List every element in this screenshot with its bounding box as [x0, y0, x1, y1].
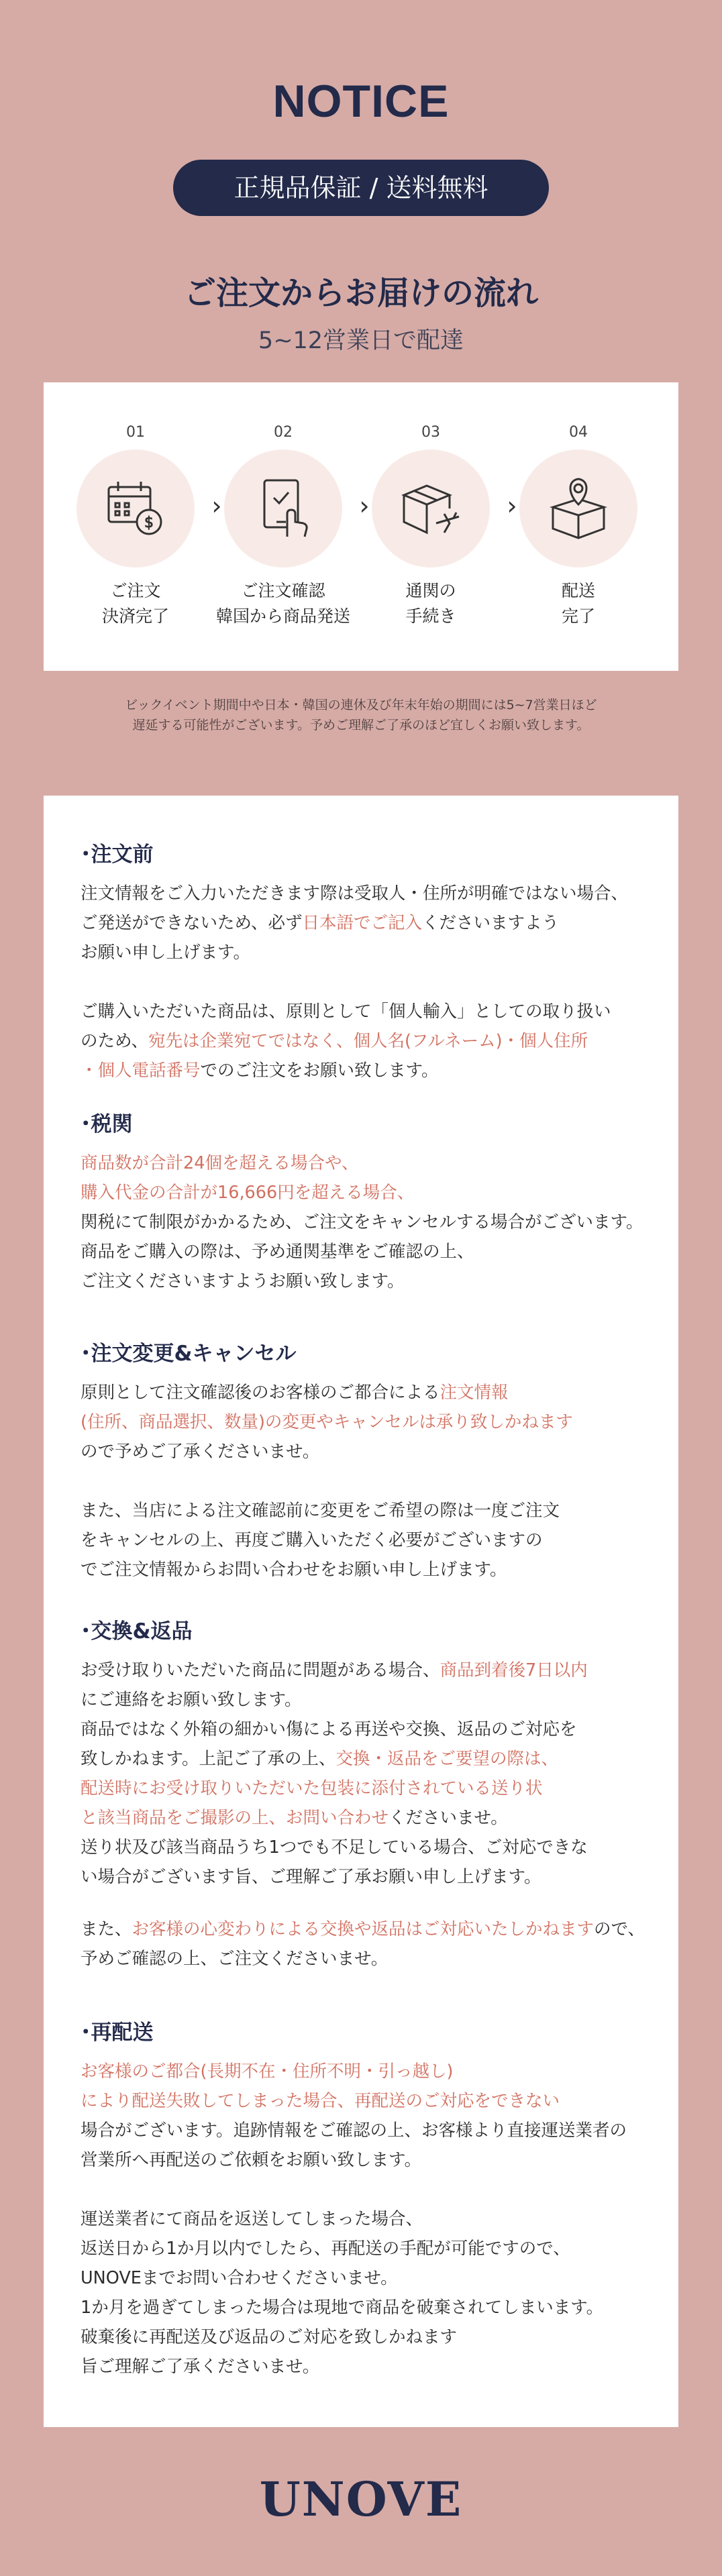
- step-number: 04: [569, 424, 588, 441]
- step-label-line2: 決済完了: [101, 606, 169, 626]
- section-heading: ･税関: [81, 1112, 133, 1136]
- calendar-payment-icon: [76, 449, 195, 568]
- section-before-order: ･注文前 注文情報をご入力いただきます際は受取人・住所が明確ではない場合、 ご発送ができないため、必ず日本語でご記入くださいますよう お願い申し上げます。 ご購入いただいた商品は、原則として「個人輸入」としての取り扱い のため、宛先は企業宛てではなく、個人名(フルネーム)・個人住所 ・個人電話番号でのご注文をお願い致します。: [81, 841, 658, 1085]
- step-label-line2: 完了: [561, 606, 595, 626]
- guarantee-badge: 正規品保証 / 送料無料: [173, 160, 549, 216]
- section-customs: ･税関 商品数が合計24個を超える場合や、 購入代金の合計が16,666円を超える場合、 関税にて制限がかかるため、ご注文をキャンセルする場合がございます。 商品をご購入の際は、予め通関基準をご確認の上、 ご注文くださいますようお願い致します。: [81, 1111, 658, 1296]
- step-customs: [357, 382, 505, 671]
- section-redelivery: ･再配送 お客様のご都合(長期不在・住所不明・引っ越し) により配送失敗してしまった場合、再配送のご対応をできない 場合がございます。追跡情報をご確認の上、お客様より直接運送業者の 営業所へ再配送のご依頼をお願い致します。 運送業者にて商品を返送してしまった場合、 返送日から1か月以内でしたら、再配送の手配が可能ですので、 UNOVEまでお問い合わせくださいませ。 1か月を過ぎてしまった場合は現地で商品を破棄されてしまいます。 破棄後に再配送及び返品のご対応を致しかねます 旨ご理解ご了承くださいませ。: [81, 2019, 658, 2381]
- step-order-confirm: [209, 382, 357, 671]
- step-order-payment: [62, 382, 209, 671]
- step-label-line2: 韓国から商品発送: [215, 606, 350, 626]
- box-location-icon: [519, 449, 637, 568]
- chevron-right-icon: ›: [359, 491, 370, 521]
- step-label-line1: ご注文確認: [241, 581, 325, 600]
- section-exchange-return: ･交換&返品 お受け取りいただいた商品に問題がある場合、商品到着後7日以内 にご連絡をお願い致します。 商品ではなく外箱の細かい傷による再送や交換、返品のご対応を 致しかねます。上記ご了承の上、交換・返品をご要望の際は、 配送時にお受け取りいただいた包装に添付されている送り状 と該当商品をご撮影の上、お問い合わせくださいませ。 送り状及び該当商品うち1つでも不足している場合、ご対応できな い場合がございます旨、ご理解ご了承お願い申し上げます。 また、お客様の心変わりによる交換や返品はご対応いたしかねますので、 予めご確認の上、ご注文くださいませ。: [81, 1618, 658, 1974]
- box-airplane-icon: [372, 449, 490, 568]
- chevron-right-icon: ›: [211, 491, 222, 521]
- flow-title: ご注文からお届けの流れ: [183, 274, 538, 312]
- section-heading: ･注文変更&キャンセル: [81, 1342, 297, 1366]
- chevron-right-icon: ›: [507, 491, 517, 521]
- step-number: 01: [126, 424, 145, 441]
- step-label-line2: 手続き: [405, 606, 456, 626]
- section-heading: ･交換&返品: [81, 1619, 193, 1644]
- svg-text:$: $: [144, 515, 154, 531]
- step-label-line1: 配送: [561, 581, 595, 600]
- step-label-line1: ご注文: [110, 581, 161, 600]
- delivery-steps-card: [44, 382, 678, 671]
- page-title: NOTICE: [272, 76, 450, 127]
- section-heading: ･再配送: [81, 2021, 154, 2045]
- delay-notice: ビックイベント期間中や日本・韓国の連休及び年末年始の期間には5~7営業日ほど 遅延する可能性がございます。予めご理解ご了承のほど宜しくお願い致します。: [125, 698, 597, 733]
- section-change-cancel: ･注文変更&キャンセル 原則として注文確認後のお客様のご都合による注文情報 (住所、商品選択、数量)の変更やキャンセルは承り致しかねます ので予めご了承くださいませ。 また、当店による注文確認前に変更をご希望の際は一度ご注文 をキャンセルの上、再度ご購入いただく必要がございますの でご注文情報からお問い合わせをお願い申し上げます。: [81, 1340, 658, 1585]
- policy-card: [44, 796, 678, 2427]
- flow-subtitle: 5~12営業日で配達: [258, 327, 464, 354]
- step-label-line1: 通関の: [405, 581, 456, 600]
- step-number: 02: [274, 424, 293, 441]
- section-heading: ･注文前: [81, 843, 154, 867]
- brand-logo: UNOVE: [259, 2471, 463, 2527]
- tablet-tap-icon: [224, 449, 342, 568]
- step-number: 03: [421, 424, 440, 441]
- step-delivered: [505, 382, 652, 671]
